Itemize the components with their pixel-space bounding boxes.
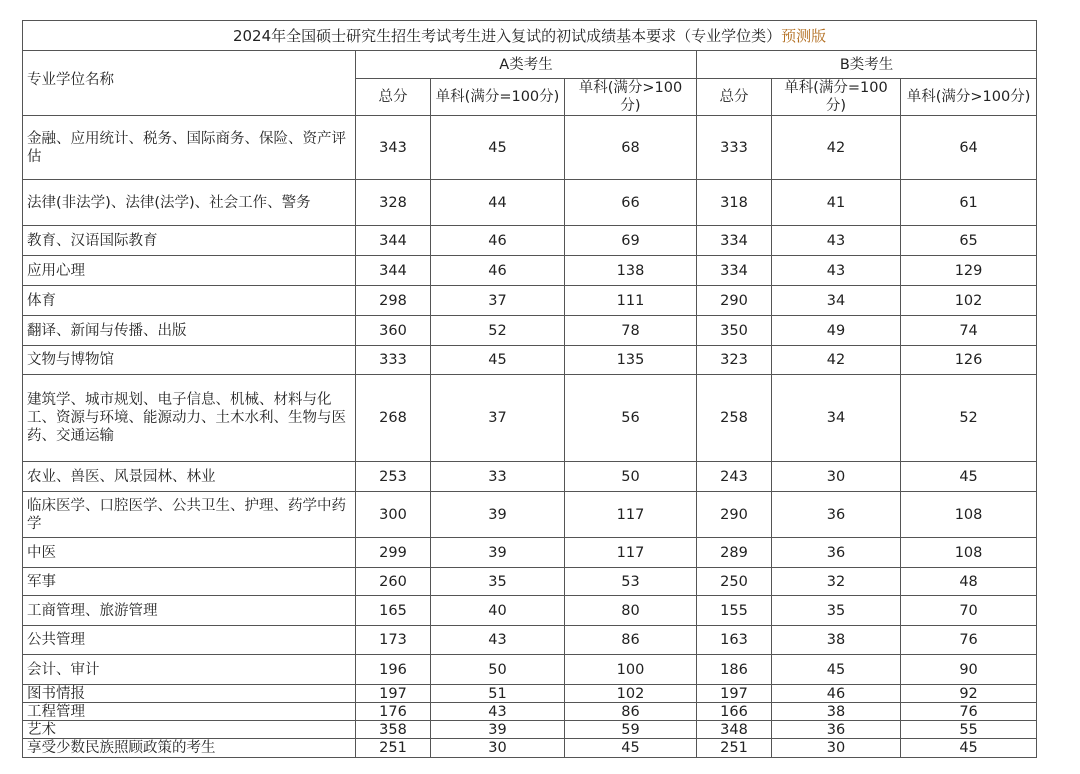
b-single100-cell: 42 xyxy=(772,346,901,375)
b-single-gt100-cell: 76 xyxy=(901,626,1037,655)
a-total-cell: 298 xyxy=(356,286,431,316)
a-single-gt100-cell: 100 xyxy=(565,655,697,685)
b-single-gt100-cell: 70 xyxy=(901,596,1037,626)
table-row xyxy=(23,116,1037,180)
table-row xyxy=(23,180,1037,226)
b-single-gt100-cell: 48 xyxy=(901,568,1037,596)
a-single100-cell: 37 xyxy=(431,375,565,462)
b-single-gt100-cell: 74 xyxy=(901,316,1037,346)
b-single100-cell: 38 xyxy=(772,626,901,655)
a-total-cell: 344 xyxy=(356,226,431,256)
degree-name-cell: 艺术 xyxy=(23,721,356,739)
b-total-cell: 333 xyxy=(697,116,772,180)
b-single-gt100-cell: 108 xyxy=(901,492,1037,538)
b-total-header: 总分 xyxy=(697,79,772,116)
b-single100-cell: 42 xyxy=(772,116,901,180)
a-total-cell: 343 xyxy=(356,116,431,180)
a-single100-cell: 33 xyxy=(431,462,565,492)
b-single-gt100-cell: 45 xyxy=(901,462,1037,492)
degree-name-cell: 法律(非法学)、法律(法学)、社会工作、警务 xyxy=(23,180,356,226)
degree-name-cell: 建筑学、城市规划、电子信息、机械、材料与化工、资源与环境、能源动力、土木水利、生物与医药、交通运输 xyxy=(23,375,356,462)
b-single100-cell: 38 xyxy=(772,703,901,721)
b-total-cell: 350 xyxy=(697,316,772,346)
a-single-gt100-cell: 138 xyxy=(565,256,697,286)
degree-name-cell: 农业、兽医、风景园林、林业 xyxy=(23,462,356,492)
table-row xyxy=(23,538,1037,568)
degree-name-cell: 工程管理 xyxy=(23,703,356,721)
a-single100-cell: 40 xyxy=(431,596,565,626)
a-total-cell: 300 xyxy=(356,492,431,538)
b-total-cell: 251 xyxy=(697,739,772,758)
table-row xyxy=(23,626,1037,655)
a-single100-cell: 30 xyxy=(431,739,565,758)
a-single-gt100-cell: 111 xyxy=(565,286,697,316)
a-single-gt100-cell: 66 xyxy=(565,180,697,226)
degree-name-cell: 会计、审计 xyxy=(23,655,356,685)
a-single100-cell: 44 xyxy=(431,180,565,226)
a-total-cell: 165 xyxy=(356,596,431,626)
a-single-gt100-cell: 68 xyxy=(565,116,697,180)
degree-name-cell: 享受少数民族照顾政策的考生 xyxy=(23,739,356,758)
b-single100-header: 单科(满分=100分) xyxy=(772,79,901,116)
b-single-gt100-cell: 90 xyxy=(901,655,1037,685)
degree-name-cell: 中医 xyxy=(23,538,356,568)
a-single-gt100-cell: 59 xyxy=(565,721,697,739)
b-single100-cell: 43 xyxy=(772,256,901,286)
b-total-cell: 258 xyxy=(697,375,772,462)
a-single-gt100-cell: 135 xyxy=(565,346,697,375)
b-single100-cell: 32 xyxy=(772,568,901,596)
degree-name-cell: 军事 xyxy=(23,568,356,596)
a-single-gt100-cell: 56 xyxy=(565,375,697,462)
b-single100-cell: 34 xyxy=(772,375,901,462)
a-single100-cell: 45 xyxy=(431,116,565,180)
b-total-cell: 155 xyxy=(697,596,772,626)
b-single-gt100-cell: 65 xyxy=(901,226,1037,256)
a-single-gt100-cell: 69 xyxy=(565,226,697,256)
a-total-cell: 344 xyxy=(356,256,431,286)
degree-name-cell: 体育 xyxy=(23,286,356,316)
table-row xyxy=(23,685,1037,703)
b-total-cell: 250 xyxy=(697,568,772,596)
a-single100-cell: 46 xyxy=(431,256,565,286)
b-total-cell: 290 xyxy=(697,492,772,538)
b-total-cell: 334 xyxy=(697,226,772,256)
a-total-cell: 268 xyxy=(356,375,431,462)
degree-name-cell: 应用心理 xyxy=(23,256,356,286)
a-single-gt100-cell: 117 xyxy=(565,538,697,568)
b-total-cell: 186 xyxy=(697,655,772,685)
b-single-gt100-cell: 45 xyxy=(901,739,1037,758)
title-row xyxy=(23,21,1037,51)
table-row xyxy=(23,346,1037,375)
b-single-gt100-cell: 64 xyxy=(901,116,1037,180)
table-row xyxy=(23,655,1037,685)
title-text: 2024年全国硕士研究生招生考试考生进入复试的初试成绩基本要求（专业学位类） xyxy=(232,26,782,45)
table-row xyxy=(23,596,1037,626)
a-total-cell: 197 xyxy=(356,685,431,703)
name-column-header: 专业学位名称 xyxy=(23,51,356,116)
a-single100-cell: 39 xyxy=(431,538,565,568)
b-total-cell: 323 xyxy=(697,346,772,375)
b-single100-cell: 49 xyxy=(772,316,901,346)
a-total-cell: 358 xyxy=(356,721,431,739)
a-single100-cell: 52 xyxy=(431,316,565,346)
table-row xyxy=(23,721,1037,739)
b-total-cell: 348 xyxy=(697,721,772,739)
a-single-gt100-cell: 80 xyxy=(565,596,697,626)
b-total-cell: 318 xyxy=(697,180,772,226)
a-single-gt100-cell: 50 xyxy=(565,462,697,492)
a-single100-cell: 43 xyxy=(431,626,565,655)
a-single-gt100-cell: 45 xyxy=(565,739,697,758)
b-single100-cell: 45 xyxy=(772,655,901,685)
table-row xyxy=(23,375,1037,462)
a-single-gt100-cell: 86 xyxy=(565,626,697,655)
degree-name-cell: 图书情报 xyxy=(23,685,356,703)
a-total-cell: 253 xyxy=(356,462,431,492)
b-single100-cell: 43 xyxy=(772,226,901,256)
preview-tag: 预测版 xyxy=(781,26,827,45)
b-single100-cell: 41 xyxy=(772,180,901,226)
score-requirements-table xyxy=(22,20,1037,758)
a-total-cell: 260 xyxy=(356,568,431,596)
b-single100-cell: 36 xyxy=(772,721,901,739)
table-row xyxy=(23,462,1037,492)
b-total-cell: 243 xyxy=(697,462,772,492)
b-total-cell: 290 xyxy=(697,286,772,316)
b-single100-cell: 36 xyxy=(772,492,901,538)
table-row xyxy=(23,568,1037,596)
table-row xyxy=(23,256,1037,286)
group-a-header: A类考生 xyxy=(356,51,697,79)
degree-name-cell: 金融、应用统计、税务、国际商务、保险、资产评估 xyxy=(23,116,356,180)
a-total-header: 总分 xyxy=(356,79,431,116)
b-single100-cell: 36 xyxy=(772,538,901,568)
b-total-cell: 163 xyxy=(697,626,772,655)
table-row xyxy=(23,703,1037,721)
a-single-gt100-cell: 53 xyxy=(565,568,697,596)
a-total-cell: 173 xyxy=(356,626,431,655)
a-single-gt100-cell: 86 xyxy=(565,703,697,721)
degree-name-cell: 工商管理、旅游管理 xyxy=(23,596,356,626)
b-single100-cell: 35 xyxy=(772,596,901,626)
group-b-header: B类考生 xyxy=(697,51,1037,79)
b-single100-cell: 34 xyxy=(772,286,901,316)
a-single100-cell: 46 xyxy=(431,226,565,256)
table-row xyxy=(23,226,1037,256)
a-single-gt100-cell: 117 xyxy=(565,492,697,538)
table-row xyxy=(23,286,1037,316)
b-total-cell: 289 xyxy=(697,538,772,568)
a-single100-header: 单科(满分=100分) xyxy=(431,79,565,116)
degree-name-cell: 公共管理 xyxy=(23,626,356,655)
a-single100-cell: 39 xyxy=(431,492,565,538)
a-total-cell: 328 xyxy=(356,180,431,226)
b-single-gt100-header: 单科(满分>100分) xyxy=(901,79,1037,116)
a-single100-cell: 50 xyxy=(431,655,565,685)
group-header-row xyxy=(23,51,1037,79)
b-total-cell: 166 xyxy=(697,703,772,721)
degree-name-cell: 教育、汉语国际教育 xyxy=(23,226,356,256)
a-single-gt100-header: 单科(满分>100分) xyxy=(565,79,697,116)
b-single-gt100-cell: 108 xyxy=(901,538,1037,568)
b-single-gt100-cell: 76 xyxy=(901,703,1037,721)
a-single100-cell: 45 xyxy=(431,346,565,375)
a-total-cell: 299 xyxy=(356,538,431,568)
table-row xyxy=(23,316,1037,346)
a-single100-cell: 37 xyxy=(431,286,565,316)
a-single100-cell: 51 xyxy=(431,685,565,703)
a-single-gt100-cell: 102 xyxy=(565,685,697,703)
b-total-cell: 197 xyxy=(697,685,772,703)
a-total-cell: 333 xyxy=(356,346,431,375)
b-single100-cell: 46 xyxy=(772,685,901,703)
a-total-cell: 251 xyxy=(356,739,431,758)
table-title xyxy=(23,21,1037,51)
b-single-gt100-cell: 55 xyxy=(901,721,1037,739)
a-single100-cell: 39 xyxy=(431,721,565,739)
b-single-gt100-cell: 126 xyxy=(901,346,1037,375)
a-total-cell: 360 xyxy=(356,316,431,346)
b-total-cell: 334 xyxy=(697,256,772,286)
b-single-gt100-cell: 102 xyxy=(901,286,1037,316)
table-row xyxy=(23,739,1037,758)
b-single100-cell: 30 xyxy=(772,462,901,492)
b-single-gt100-cell: 129 xyxy=(901,256,1037,286)
degree-name-cell: 翻译、新闻与传播、出版 xyxy=(23,316,356,346)
a-total-cell: 196 xyxy=(356,655,431,685)
a-single-gt100-cell: 78 xyxy=(565,316,697,346)
b-single-gt100-cell: 92 xyxy=(901,685,1037,703)
degree-name-cell: 临床医学、口腔医学、公共卫生、护理、药学中药学 xyxy=(23,492,356,538)
b-single-gt100-cell: 52 xyxy=(901,375,1037,462)
a-total-cell: 176 xyxy=(356,703,431,721)
b-single100-cell: 30 xyxy=(772,739,901,758)
a-single100-cell: 35 xyxy=(431,568,565,596)
a-single100-cell: 43 xyxy=(431,703,565,721)
b-single-gt100-cell: 61 xyxy=(901,180,1037,226)
degree-name-cell: 文物与博物馆 xyxy=(23,346,356,375)
table-row xyxy=(23,492,1037,538)
